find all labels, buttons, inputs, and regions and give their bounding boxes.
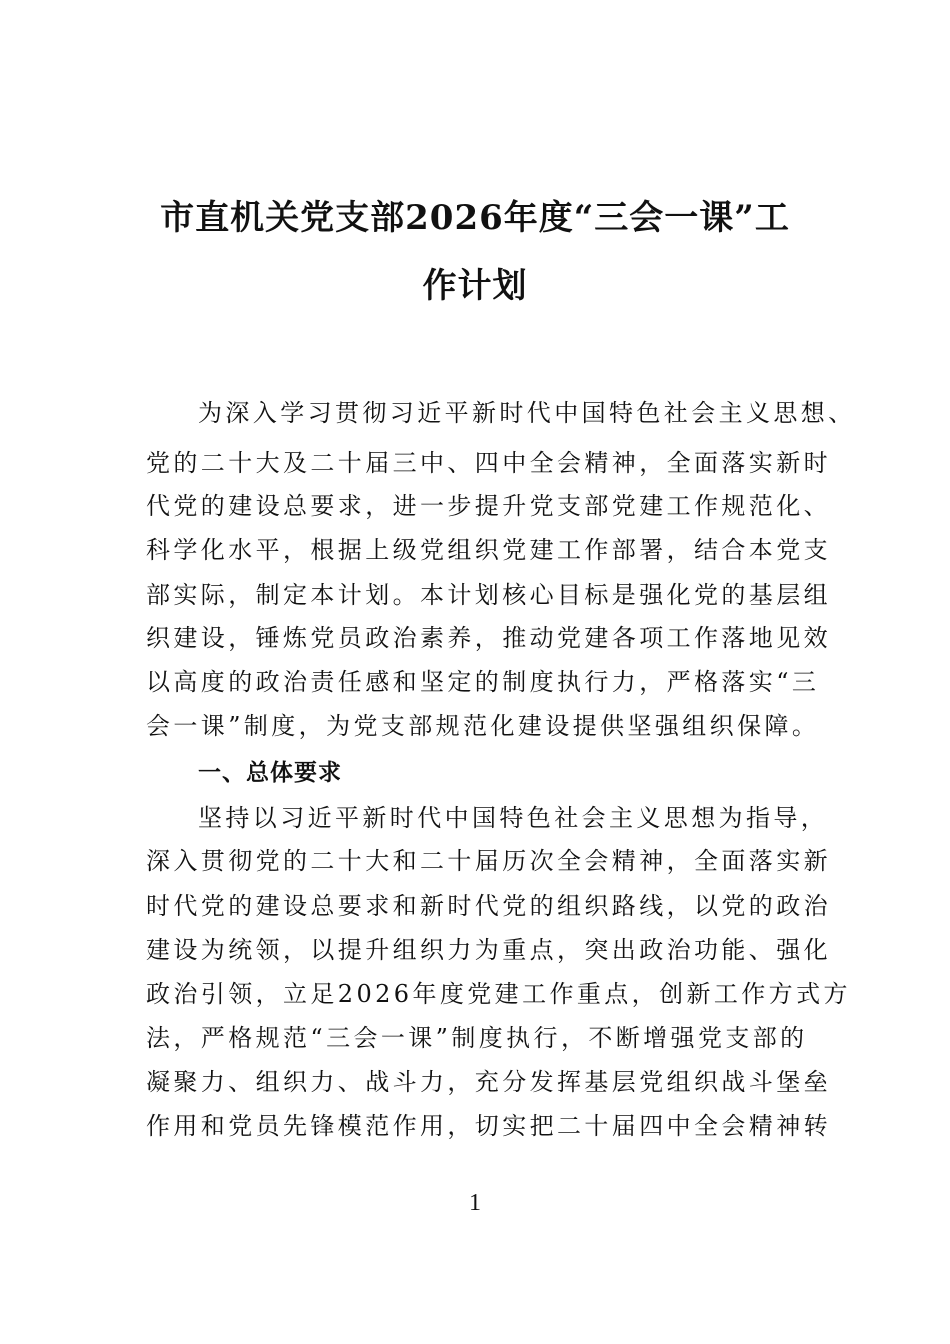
document-title-line-2: 作计划 <box>422 266 528 306</box>
page-number: 1 <box>469 1190 481 1216</box>
section-line: 坚持以习近平新时代中国特色社会主义思想为指导， <box>198 804 829 832</box>
section-line: 法，严格规范“三会一课”制度执行，不断增强党支部的 <box>146 1024 808 1052</box>
section-line: 建设为统领，以提升组织力为重点，突出政治功能、强化 <box>146 936 831 964</box>
intro-line: 织建设，锤炼党员政治素养，推动党建各项工作落地见效 <box>146 624 831 652</box>
intro-line: 代党的建设总要求，进一步提升党支部党建工作规范化、 <box>146 492 831 520</box>
intro-line: 以高度的政治责任感和坚定的制度执行力，严格落实“三 <box>146 668 820 696</box>
document-title-line-1: 市直机关党支部2026年度“三会一课”工 <box>160 198 790 238</box>
section-line: 时代党的建设总要求和新时代党的组织路线，以党的政治 <box>146 892 831 920</box>
intro-line: 会一课”制度，为党支部规范化建设提供坚强组织保障。 <box>146 712 820 740</box>
intro-line: 为深入学习贯彻习近平新时代中国特色社会主义思想、 <box>198 399 856 427</box>
section-heading: 一、总体要求 <box>198 760 342 786</box>
section-line: 政治引领，立足2026年度党建工作重点，创新工作方式方 <box>146 980 851 1008</box>
intro-line: 科学化水平，根据上级党组织党建工作部署，结合本党支 <box>146 536 831 564</box>
section-line: 深入贯彻党的二十大和二十届历次全会精神，全面落实新 <box>146 847 831 875</box>
intro-line: 党的二十大及二十届三中、四中全会精神，全面落实新时 <box>146 449 831 477</box>
section-line: 凝聚力、组织力、战斗力，充分发挥基层党组织战斗堡垒 <box>146 1068 831 1096</box>
intro-line: 部实际，制定本计划。本计划核心目标是强化党的基层组 <box>146 581 831 609</box>
section-line: 作用和党员先锋模范作用，切实把二十届四中全会精神转 <box>146 1112 831 1140</box>
